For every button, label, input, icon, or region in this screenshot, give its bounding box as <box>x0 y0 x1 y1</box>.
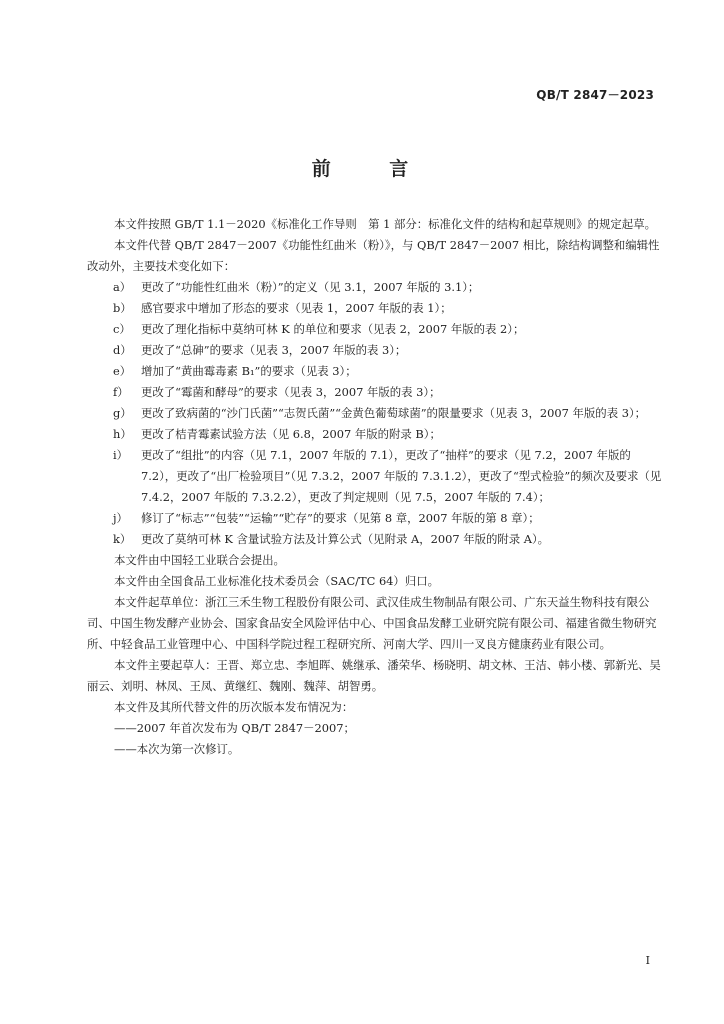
history-item: ——本次为第一次修订。 <box>114 742 240 756</box>
list-text: 更改了莫纳可林 K 含量试验方法及计算公式（见附录 A，2007 年版的附录 A）。 <box>141 532 550 546</box>
paragraph: 本文件按照 GB/T 1.1－2020《标准化工作导则 第 1 部分：标准化文件的结构和起草规则》的规定起草。 <box>114 217 656 231</box>
page-title: 前 言 <box>311 158 435 180</box>
foreword-body <box>87 214 663 760</box>
list-item <box>87 403 663 424</box>
list-text: 修订了“标志”“包装”“运输”“贮存”的要求（见第 8 章，2007 年版的第 8 章）； <box>141 511 540 525</box>
paragraph: 本文件代替 QB/T 2847－2007《功能性红曲米（粉）》，与 QB/T 2847－2007 相比，除结构调整和编辑性改动外，主要技术变化如下： <box>87 238 660 273</box>
list-letter: k） <box>113 532 132 546</box>
paragraph: 本文件及其所代替文件的历次版本发布情况为： <box>114 700 354 714</box>
list-letter: h） <box>113 427 132 441</box>
list-item <box>87 277 663 298</box>
paragraph: 本文件起草单位：浙江三禾生物工程股份有限公司、武汉佳成生物制品有限公司、广东天益生物科技有限公司、中国生物发酵产业协会、国家食品安全风险评估中心、中国食品发酵工业研究院有限公司、福建省微生物研究所、中轻食品工业管理中心、中国科学院过程工程研究所、河南大学、四川一叉良方健康药业有限公司。 <box>87 595 657 651</box>
list-text: 增加了“黄曲霉毒素 B₁”的要求（见表 3）； <box>141 364 357 378</box>
list-letter: f） <box>113 385 129 399</box>
list-letter: i） <box>113 448 129 462</box>
list-item <box>87 445 663 508</box>
list-item <box>87 424 663 445</box>
list-text: 更改了“功能性红曲米（粉）”的定义（见 3.1，2007 年版的 3.1）； <box>141 280 480 294</box>
page-number: I <box>645 954 650 967</box>
list-text: 更改了桔青霉素试验方法（见 6.8，2007 年版的附录 B）； <box>141 427 441 441</box>
list-letter: d） <box>113 343 132 357</box>
list-letter: c） <box>113 322 131 336</box>
list-text: 更改了理化指标中莫纳可林 K 的单位和要求（见表 2，2007 年版的表 2）； <box>141 322 525 336</box>
list-item <box>87 361 663 382</box>
changes-list <box>87 277 663 550</box>
list-letter: j） <box>113 511 128 525</box>
list-item <box>87 529 663 550</box>
paragraph: 本文件主要起草人：王晋、郑立忠、李旭晖、姚继承、潘荣华、杨晓明、胡文林、王洁、韩小楼、郭新光、吴丽云、刘明、林凤、王凤、黄继红、魏刚、魏萍、胡智勇。 <box>87 658 661 693</box>
list-text: 更改了“总砷”的要求（见表 3，2007 年版的表 3）； <box>141 343 407 357</box>
list-letter: b） <box>113 301 132 315</box>
history-item: ——2007 年首次发布为 QB/T 2847－2007； <box>114 721 355 735</box>
list-item <box>87 508 663 529</box>
list-letter: a） <box>113 280 132 294</box>
list-item <box>87 340 663 361</box>
standard-code: QB/T 2847－2023 <box>536 88 654 102</box>
list-letter: g） <box>113 406 132 420</box>
list-text: 更改了“组批”的内容（见 7.1，2007 年版的 7.1），更改了“抽样”的要求（见 7.2，2007 年版的 7.2），更改了“出厂检验项目”（见 7.3.2，2007 年版的 7.3.1.2），更改了“型式检验”的频次及要求（见 7.4.2，2007 年版的 7.3.2.2），更改了判定规则（见 7.5，2007 年版的 7.4）； <box>141 448 662 504</box>
paragraph: 本文件由全国食品工业标准化技术委员会（SAC/TC 64）归口。 <box>114 574 439 588</box>
list-item <box>87 298 663 319</box>
list-letter: e） <box>113 364 132 378</box>
list-text: 更改了“霉菌和酵母”的要求（见表 3，2007 年版的表 3）； <box>141 385 441 399</box>
list-item <box>87 382 663 403</box>
list-text: 感官要求中增加了形态的要求（见表 1，2007 年版的表 1）； <box>141 301 452 315</box>
list-text: 更改了致病菌的“沙门氏菌”“志贺氏菌”“金黄色葡萄球菌”的限量要求（见表 3，2007 年版的表 3）； <box>141 406 647 420</box>
list-item <box>87 319 663 340</box>
paragraph: 本文件由中国轻工业联合会提出。 <box>114 553 285 567</box>
